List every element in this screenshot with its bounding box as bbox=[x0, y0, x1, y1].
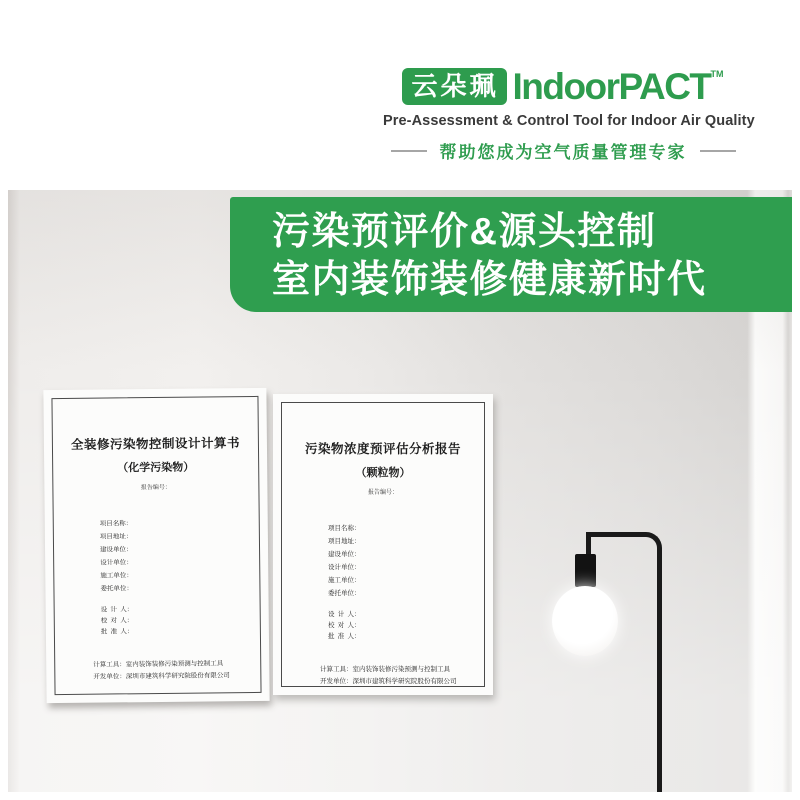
signer-line: 设 计 人： bbox=[100, 606, 134, 614]
document-subtitle: （化学污染物） bbox=[117, 461, 195, 475]
floor-lamp-frame bbox=[586, 532, 662, 792]
background-photo bbox=[8, 190, 792, 792]
dash-left bbox=[391, 150, 427, 152]
document-signers bbox=[328, 609, 484, 642]
lamp-socket bbox=[575, 554, 596, 587]
brand-tagline-cn: 帮助您成为空气质量管理专家 bbox=[439, 143, 687, 162]
banner-line-2: 室内装饰装修健康新时代 bbox=[272, 259, 707, 301]
signer-line: 批 准 人： bbox=[328, 633, 361, 640]
field-line: 设计单位： bbox=[328, 564, 361, 571]
document-title: 污染物浓度预评估分析报告 bbox=[304, 442, 461, 456]
field-line: 建设单位： bbox=[100, 546, 133, 554]
light-bulb bbox=[552, 586, 618, 656]
field-line: 项目名称： bbox=[99, 520, 133, 528]
field-line: 项目名称： bbox=[328, 525, 361, 532]
banner-line-1: 污染预评价&源头控制 bbox=[272, 211, 657, 253]
signer-line: 校 对 人： bbox=[328, 622, 361, 629]
trademark-symbol: TM bbox=[710, 69, 724, 79]
field-line: 施工单位： bbox=[328, 577, 361, 584]
document-fields bbox=[328, 522, 484, 600]
brand-logo-cn-badge: 云朵珮 bbox=[402, 68, 507, 105]
brand-wordmark: IndoorPACT bbox=[512, 66, 711, 107]
footer-line: 计算工具：室内装饰装修污染预测与控制工具 bbox=[93, 660, 224, 669]
document-signers bbox=[101, 603, 260, 638]
brand-subtitle-en: Pre-Assessment & Control Tool for Indoor Air Quality bbox=[383, 113, 755, 129]
brand-header bbox=[383, 66, 755, 163]
document-title: 全装修污染物控制设计计算书 bbox=[70, 436, 241, 452]
report-number-label: 报告编号： bbox=[140, 484, 171, 492]
field-line: 设计单位： bbox=[100, 559, 133, 567]
signer-line: 校 对 人： bbox=[100, 617, 134, 625]
document-cover-chemical bbox=[43, 388, 269, 703]
brand-logo bbox=[383, 68, 743, 105]
field-line: 建设单位： bbox=[328, 551, 361, 558]
headline-banner bbox=[230, 197, 792, 312]
document-cover-particulate bbox=[273, 394, 493, 695]
field-line: 施工单位： bbox=[100, 572, 133, 580]
field-line: 委托单位： bbox=[100, 585, 133, 593]
field-line: 项目地址： bbox=[99, 533, 133, 541]
footer-line: 开发单位：深圳市建筑科学研究院股份有限公司 bbox=[93, 672, 230, 681]
footer-line: 计算工具：室内装饰装修污染预测与控制工具 bbox=[320, 666, 450, 673]
document-frame bbox=[51, 396, 261, 695]
field-line: 项目地址： bbox=[328, 538, 361, 545]
dash-right bbox=[700, 150, 736, 152]
document-frame bbox=[281, 402, 485, 687]
signer-line: 设 计 人： bbox=[328, 611, 361, 618]
footer-line: 开发单位：深圳市建筑科学研究院股份有限公司 bbox=[320, 678, 457, 685]
document-footer bbox=[320, 664, 484, 688]
signer-line: 批 准 人： bbox=[100, 628, 134, 636]
report-number-label: 报告编号： bbox=[367, 490, 398, 496]
document-fields bbox=[100, 516, 260, 596]
field-line: 委托单位： bbox=[328, 590, 361, 597]
document-footer bbox=[93, 658, 260, 684]
document-subtitle: （颗粒物） bbox=[355, 467, 411, 479]
brand-tagline bbox=[383, 138, 743, 163]
